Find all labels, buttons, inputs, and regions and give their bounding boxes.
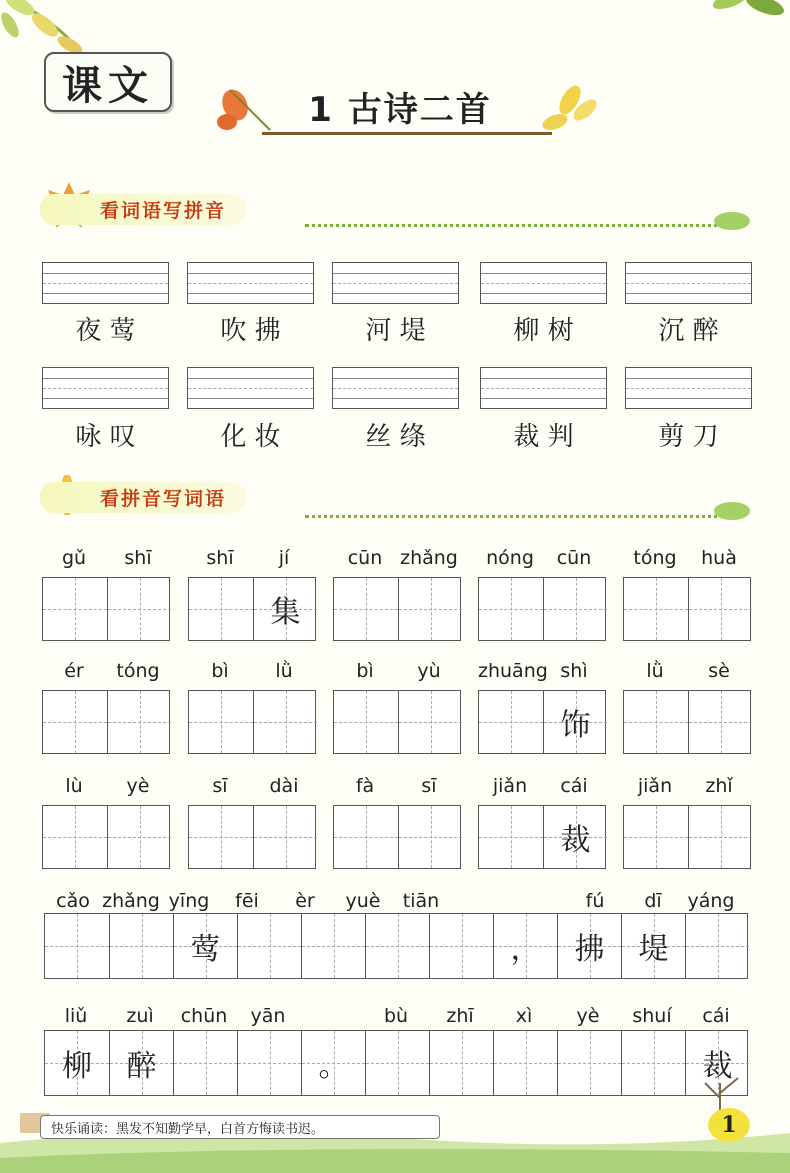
given-character	[238, 914, 301, 978]
given-character	[334, 691, 398, 753]
given-character	[624, 806, 688, 868]
pinyin-writing-box[interactable]	[625, 367, 752, 409]
pinyin-label: shī	[206, 547, 234, 569]
pinyin-label: tiān	[402, 890, 440, 912]
given-character: ，	[510, 932, 541, 967]
pinyin-label: jiǎn	[637, 775, 673, 797]
tianzige-cell[interactable]	[398, 691, 462, 753]
pinyin-label: yáng	[687, 890, 735, 912]
tianzige-box[interactable]	[478, 690, 606, 754]
pinyin-writing-box[interactable]	[332, 367, 459, 409]
tianzige-cell[interactable]	[253, 806, 317, 868]
given-character	[110, 914, 173, 978]
tianzige-cell[interactable]	[429, 914, 493, 978]
tianzige-cell[interactable]	[543, 691, 607, 753]
tianzige-box[interactable]	[623, 690, 751, 754]
tianzige-cell[interactable]	[621, 914, 685, 978]
lesson-title: 1 古诗二首	[308, 89, 492, 130]
tianzige-cell[interactable]	[189, 578, 253, 640]
section1-title: 看词语写拼音	[40, 194, 246, 225]
pinyin-label: xì	[515, 1005, 533, 1027]
pinyin-label: zhǎng	[400, 547, 458, 569]
tianzige-box[interactable]	[333, 690, 461, 754]
pinyin-writing-box[interactable]	[480, 262, 607, 304]
tianzige-cell[interactable]	[398, 578, 462, 640]
pinyin-label: cūn	[556, 547, 592, 569]
pinyin-label: lǜ	[646, 660, 664, 682]
corner-leaves-decoration	[690, 0, 790, 40]
pinyin-label: cūn	[347, 547, 383, 569]
pinyin-label: fēi	[235, 890, 259, 912]
pinyin-label: nóng	[486, 547, 534, 569]
pinyin-writing-box[interactable]	[42, 367, 169, 409]
given-character: 饰	[560, 708, 591, 743]
tianzige-cell[interactable]	[237, 914, 301, 978]
given-character	[399, 806, 462, 868]
tianzige-cell[interactable]	[688, 691, 752, 753]
given-character: 。	[318, 1049, 349, 1084]
pinyin-label: chūn	[180, 1005, 228, 1027]
tianzige-cell[interactable]	[109, 914, 173, 978]
tianzige-box[interactable]	[42, 805, 170, 869]
section-tag: 课文	[44, 52, 172, 112]
given-character	[334, 806, 398, 868]
given-character	[479, 806, 543, 868]
given-character: 莺	[190, 932, 221, 967]
pinyin-writing-box[interactable]	[187, 262, 314, 304]
pinyin-label: jiǎn	[492, 775, 528, 797]
pinyin-label: zuì	[126, 1005, 154, 1027]
pinyin-label: yān	[250, 1005, 286, 1027]
tianzige-box[interactable]	[42, 577, 170, 641]
tianzige-cell[interactable]	[173, 914, 237, 978]
tianzige-cell[interactable]	[479, 578, 543, 640]
vocab-word: 夜 莺	[75, 316, 136, 346]
tianzige-cell[interactable]	[624, 691, 688, 753]
green-leaf-icon	[712, 208, 752, 234]
given-character	[108, 578, 171, 640]
tianzige-cell[interactable]	[479, 691, 543, 753]
given-character: 裁	[702, 1049, 733, 1084]
tianzige-cell[interactable]	[189, 806, 253, 868]
dotted-divider	[305, 224, 725, 227]
given-character	[302, 914, 365, 978]
vocab-word: 裁 判	[513, 422, 574, 452]
tianzige-cell[interactable]	[365, 914, 429, 978]
tianzige-cell[interactable]	[43, 691, 107, 753]
pinyin-label: cái	[560, 775, 588, 797]
vocab-word: 吹 拂	[220, 316, 281, 346]
tianzige-cell[interactable]	[688, 578, 752, 640]
tianzige-cell[interactable]	[107, 578, 171, 640]
tianzige-cell[interactable]	[189, 691, 253, 753]
pinyin-label: bù	[383, 1005, 409, 1027]
pinyin-label: jí	[278, 547, 290, 569]
pinyin-label: yīng	[168, 890, 210, 912]
page-number: 1	[708, 1108, 750, 1142]
pinyin-label: yù	[417, 660, 441, 682]
tianzige-cell[interactable]	[301, 914, 365, 978]
landscape-decoration	[0, 1053, 790, 1173]
tianzige-box[interactable]	[478, 577, 606, 641]
pinyin-label: zhī	[446, 1005, 474, 1027]
given-character: 堤	[638, 932, 669, 967]
pinyin-writing-box[interactable]	[625, 262, 752, 304]
given-character	[399, 578, 462, 640]
given-character	[399, 691, 462, 753]
given-character	[254, 806, 317, 868]
given-character	[686, 914, 749, 978]
given-character: 醉	[126, 1049, 157, 1084]
pinyin-writing-box[interactable]	[42, 262, 169, 304]
tianzige-cell[interactable]	[253, 578, 317, 640]
pinyin-label: dī	[644, 890, 662, 912]
pinyin-label: shì	[560, 660, 588, 682]
pinyin-label: fú	[585, 890, 605, 912]
tianzige-cell[interactable]	[107, 691, 171, 753]
tianzige-cell[interactable]	[334, 691, 398, 753]
tianzige-cell[interactable]	[543, 806, 607, 868]
section2-header	[40, 481, 246, 513]
given-character	[479, 691, 543, 753]
tianzige-box[interactable]	[333, 805, 461, 869]
title-underline	[262, 132, 552, 135]
pinyin-label: tóng	[116, 660, 160, 682]
tianzige-box[interactable]	[188, 577, 316, 641]
tianzige-cell[interactable]	[685, 914, 749, 978]
reading-note: 快乐诵读：黑发不知勤学早，白首方悔读书迟。	[40, 1115, 440, 1139]
tianzige-cell[interactable]	[624, 806, 688, 868]
given-character	[45, 914, 109, 978]
tianzige-box[interactable]	[623, 577, 751, 641]
pinyin-label: lǜ	[275, 660, 293, 682]
pinyin-label: yè	[576, 1005, 600, 1027]
pinyin-label: èr	[295, 890, 315, 912]
vocab-word: 化 妆	[220, 422, 281, 452]
tianzige-cell[interactable]	[557, 914, 621, 978]
vocab-word: 沉 醉	[658, 316, 719, 346]
pinyin-label: sī	[421, 775, 437, 797]
pinyin-label: lù	[65, 775, 83, 797]
vocab-word: 丝 绦	[365, 422, 426, 452]
fruit-leaf-icon	[205, 80, 275, 140]
given-character	[689, 578, 752, 640]
given-character	[108, 691, 171, 753]
pinyin-label: tóng	[633, 547, 677, 569]
pinyin-label: shuí	[632, 1005, 672, 1027]
tianzige-cell[interactable]	[334, 578, 398, 640]
pinyin-label: fà	[355, 775, 375, 797]
section2-title: 看拼音写词语	[40, 482, 246, 513]
given-character	[43, 578, 107, 640]
pinyin-writing-box[interactable]	[187, 367, 314, 409]
tianzige-cell[interactable]	[479, 806, 543, 868]
given-character: 集	[270, 595, 301, 630]
given-character	[689, 806, 752, 868]
vocab-word: 咏 叹	[75, 422, 136, 452]
given-character	[108, 806, 171, 868]
given-character	[366, 914, 429, 978]
given-character	[189, 691, 253, 753]
section1-header	[40, 193, 246, 225]
tianzige-cell[interactable]	[107, 806, 171, 868]
given-character	[43, 691, 107, 753]
pinyin-label: zhǐ	[705, 775, 733, 797]
vocab-word: 河 堤	[365, 316, 426, 346]
tianzige-box[interactable]	[333, 577, 461, 641]
tianzige-box[interactable]	[188, 805, 316, 869]
given-character	[254, 691, 317, 753]
pinyin-label: yuè	[345, 890, 381, 912]
pinyin-label: bì	[211, 660, 229, 682]
given-character	[544, 578, 607, 640]
given-character	[689, 691, 752, 753]
pinyin-writing-box[interactable]	[332, 262, 459, 304]
pinyin-label: sè	[708, 660, 730, 682]
tianzige-cell[interactable]	[398, 806, 462, 868]
given-character: 裁	[560, 823, 591, 858]
vocab-word: 剪 刀	[658, 422, 719, 452]
given-character	[624, 578, 688, 640]
tianzige-cell[interactable]	[334, 806, 398, 868]
tianzige-cell[interactable]	[253, 691, 317, 753]
pinyin-label: sī	[212, 775, 228, 797]
tianzige-cell[interactable]	[43, 578, 107, 640]
pinyin-writing-box[interactable]	[480, 367, 607, 409]
tianzige-cell[interactable]	[45, 914, 109, 978]
pinyin-label: cái	[702, 1005, 730, 1027]
tianzige-cell[interactable]	[688, 806, 752, 868]
leaf-icon	[535, 80, 605, 140]
given-character	[479, 578, 543, 640]
tianzige-cell[interactable]	[493, 914, 557, 978]
pinyin-label: cǎo	[56, 890, 90, 912]
pinyin-label: liǔ	[64, 1005, 88, 1027]
tianzige-box[interactable]	[42, 690, 170, 754]
given-character	[334, 578, 398, 640]
tianzige-box[interactable]	[188, 690, 316, 754]
tianzige-box[interactable]	[478, 805, 606, 869]
pinyin-label: gǔ	[61, 547, 87, 569]
tianzige-cell[interactable]	[43, 806, 107, 868]
tianzige-cell[interactable]	[543, 578, 607, 640]
given-character	[189, 578, 253, 640]
pinyin-label: huà	[701, 547, 737, 569]
dotted-divider	[305, 515, 725, 518]
tianzige-cell[interactable]	[624, 578, 688, 640]
tianzige-box[interactable]	[44, 913, 748, 979]
pinyin-label: yè	[126, 775, 150, 797]
given-character: 柳	[62, 1049, 92, 1084]
given-character: 拂	[574, 932, 605, 967]
given-character	[430, 914, 493, 978]
pinyin-label: dài	[269, 775, 299, 797]
given-character	[43, 806, 107, 868]
pinyin-label: bì	[356, 660, 374, 682]
green-leaf-icon	[712, 498, 752, 524]
pinyin-label: zhuāng	[478, 660, 548, 682]
given-character	[189, 806, 253, 868]
vocab-word: 柳 树	[513, 316, 574, 346]
pinyin-label: ér	[64, 660, 84, 682]
given-character	[624, 691, 688, 753]
pinyin-label: shī	[124, 547, 152, 569]
tianzige-box[interactable]	[623, 805, 751, 869]
pinyin-label: zhǎng	[102, 890, 160, 912]
